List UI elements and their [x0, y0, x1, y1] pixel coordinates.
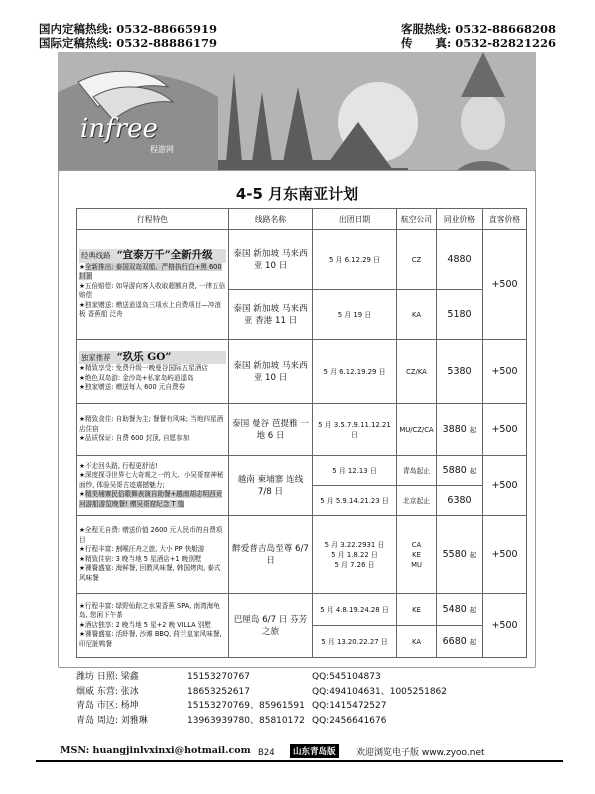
table-header-row	[77, 209, 527, 230]
departure-date: 5 月 3.5.7.9.11.12.21 日	[313, 404, 397, 456]
page-title: 4-5 月东南亚计划	[235, 185, 359, 203]
trade-price: 6380	[437, 486, 483, 516]
header-date: 出团日期	[313, 209, 397, 230]
feature-line: ★行程丰富: 割喉汪舟之旅, 大小 PP 快艇游	[79, 545, 205, 553]
route-name: 巴厘岛 6/7 日 芬芳之旅	[229, 594, 313, 658]
feature-cell	[77, 404, 229, 456]
table-row	[77, 230, 527, 290]
feature-line: ★独家赠送: 赠送每人 600 元自费券	[79, 383, 186, 391]
fax-number: 0532-82821226	[455, 36, 557, 50]
feature-line: ★精致食住: 自助餐为主; 餐餐有风味; 当地四星酒店住宿	[79, 415, 224, 433]
airline: KA	[397, 626, 437, 658]
feature-cell	[77, 230, 229, 340]
headline: “玖乐 GO”	[116, 350, 172, 363]
table-row	[77, 404, 527, 456]
direct-price: +500	[483, 516, 527, 594]
departure-date: 5 月 5.9.14.21.23 日	[313, 486, 397, 516]
edition-badge: 山东青岛版	[290, 744, 339, 758]
feature-line: ★精美埔寨民俗歌舞表演自助餐+越南胡志明西贡河游船游览晚餐! 赠吴哥窟纪念 T 恤	[79, 490, 223, 508]
route-name: 醉爱普吉岛至尊 6/7 日	[229, 516, 313, 594]
table-row	[77, 340, 527, 404]
header-trade-price: 同业价格	[437, 209, 483, 230]
departure-date: 5 月 19 日	[313, 290, 397, 340]
thailand-temple-banner	[58, 52, 536, 188]
website-link[interactable]: 欢迎浏览电子版 www.zyoo.net	[356, 748, 485, 758]
header-route: 线路名称	[229, 209, 313, 230]
airline: MU/CZ/CA	[397, 404, 437, 456]
airline: CZ/KA	[397, 340, 437, 404]
departure-date: 5 月 6.12.29 日	[313, 230, 397, 290]
trade-price: 6680 起	[437, 626, 483, 658]
table-row	[77, 456, 527, 486]
departure-date: 5 月 6.12.19.29 日	[313, 340, 397, 404]
logo-subtitle: 程游网	[150, 145, 174, 154]
header-feature: 行程特色	[77, 209, 229, 230]
intl-hotline-number: 0532-88886179	[116, 36, 218, 50]
feature-line: ★绝色双岛游: 金沙岛+私家岛屿逍遥岛	[79, 373, 194, 382]
airline: KA	[397, 290, 437, 340]
trade-price: 5380	[437, 340, 483, 404]
table-row	[77, 516, 527, 594]
service-hotline-number: 0532-88668208	[455, 22, 557, 36]
feature-line: ★全程无自费: 赠送价值 2600 元人民币的自费项目	[79, 526, 223, 544]
direct-price: +500	[483, 404, 527, 456]
airlines: CA KE MU	[397, 516, 437, 594]
route-name: 泰国 新加坡 马来西亚 香港 11 日	[229, 290, 313, 340]
section-label: 经典线路	[81, 251, 111, 261]
headline: “宜泰万千”全新升级	[116, 249, 213, 262]
page-number: B24	[258, 748, 275, 758]
trade-price: 3880 起	[437, 404, 483, 456]
airline: 青岛起止	[397, 456, 437, 486]
direct-price: +500	[483, 594, 527, 658]
route-name: 越南 柬埔寨 连线 7/8 日	[229, 456, 313, 516]
feature-line: ★饕餮盛宴: 海鲜餐, 回教风味餐, 韩国烤肉, 泰式风味餐	[79, 564, 221, 582]
section-label: 独家推荐	[81, 352, 111, 362]
feature-line: ★饕餮盛宴: 活虾餐, 沙滩 BBQ, 荷兰皇家风味餐, 印尼脏鸭餐	[79, 630, 222, 648]
feature-cell	[77, 516, 229, 594]
fax-label: 传 真:	[401, 36, 452, 50]
header-direct-price: 直客价格	[483, 209, 527, 230]
service-hotline-label: 客服热线:	[401, 22, 452, 36]
feature-line: ★精致住宿: 3 晚当地 5 星酒店+1 晚别墅	[79, 554, 202, 563]
itinerary-table	[76, 208, 527, 658]
service-fax-lines	[401, 22, 556, 50]
route-name: 泰国 新加坡 马来西亚 10 日	[229, 230, 313, 290]
trade-price: 5880 起	[437, 456, 483, 486]
feature-line: ★不走回头路, 行程更舒适!	[79, 461, 158, 470]
domestic-hotline-number: 0532-88665919	[116, 22, 218, 36]
feature-cell	[77, 340, 229, 404]
feature-line: ★五倍赔偿: 如导游向客人收取超额自费, 一律五倍赔偿	[79, 281, 226, 300]
feature-line: ★精致享受: 免费升级一晚曼谷国际五星酒店	[79, 364, 208, 372]
trade-price: 5580 起	[437, 516, 483, 594]
feature-line: ★品质保证: 自费 600 封顶, 自愿参加	[79, 434, 190, 443]
table-row	[77, 594, 527, 626]
direct-price: +500	[483, 230, 527, 340]
domestic-hotline-label: 国内定稿热线:	[39, 22, 113, 36]
departure-dates: 5 月 3.22.2931 日 5 月 1.8.22 日 5 月 7.26 日	[313, 516, 397, 594]
departure-date: 5 月 12.13 日	[313, 456, 397, 486]
route-name: 泰国 新加坡 马来西亚 10 日	[229, 340, 313, 404]
airline: 北京起止	[397, 486, 437, 516]
route-name: 泰国 曼谷 芭提雅 一地 6 日	[229, 404, 313, 456]
feature-line: ★酒店独享: 2 晚当地 5 星+2 晚 VILLA 别墅	[79, 620, 211, 629]
trade-price: 5480 起	[437, 594, 483, 626]
intl-hotline-label: 国际定稿热线:	[39, 36, 113, 50]
feature-line: ★独家赠送: 赠送逍遥岛三项水上自费项目—冲浪板 香蕉船 泛舟	[79, 300, 222, 319]
feature-cell	[77, 594, 229, 658]
direct-price: +500	[483, 456, 527, 516]
trade-price: 4880	[437, 230, 483, 290]
feature-line: ★全新推出: 泰国双岛双船、严格执行白+黑 600 封顶	[79, 262, 222, 281]
infree-logo: infree	[80, 114, 158, 144]
msn-contact: MSN: huangjinlvxinxi@hotmail.com	[60, 745, 251, 756]
departure-date: 5 月 4.8.19.24.28 日	[313, 594, 397, 626]
feature-cell	[77, 456, 229, 516]
feature-line: ★行程丰富: 绿野仙踪之水果香蕉 SPA, 南湾海龟岛, 您闲下午茶	[79, 601, 220, 620]
airline: KE	[397, 594, 437, 626]
domestic-intl-hotlines	[39, 22, 217, 50]
header-airline: 航空公司	[397, 209, 437, 230]
departure-date: 5 月 13.20.22.27 日	[313, 626, 397, 658]
airline: CZ	[397, 230, 437, 290]
trade-price: 5180	[437, 290, 483, 340]
direct-price: +500	[483, 340, 527, 404]
footer-rule	[36, 760, 563, 762]
feature-line: ★深度探寻世界七大奇观之一的大、小吴哥窟神秘面纱, 体验吴哥古迹震撼魅力;	[79, 471, 224, 489]
